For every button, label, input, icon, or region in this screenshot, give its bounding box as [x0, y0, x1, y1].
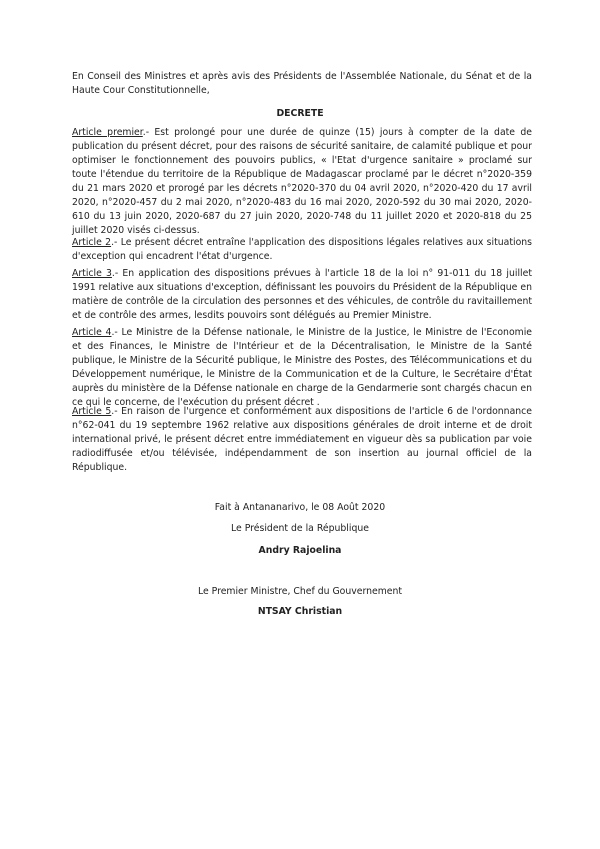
article-5-label: Article 5 [72, 406, 112, 417]
place-date: Fait à Antananarivo, le 08 Août 2020 [214, 502, 386, 513]
article-4 [72, 326, 532, 410]
article-1-text: .- Est prolongé pour une durée de quinze (15) jours à compter de la date de publication du présent décret, pour des raisons de sécurité sanitaire, de calamité publique et pour optimiser le fonctionnement des pouvoirs publics, « l'Etat d'urgence sanitaire » proclamé sur toute l'étendue du territoire de la République de Madagascar proclamé par le décret n°2020-359 du 21 mars 2020 et prorogé par les décrets n°2020-370 du 04 avril 2020, n°2020-420 du 17 avril 2020, n°2020-457 du 2 mai 2020, n°2020-483 du 16 mai 2020, 2020-592 du 30 mai 2020, 2020-610 du 13 juin 2020, 2020-687 du 27 juin 2020, 2020-748 du 11 juillet 2020 et 2020-818 du 25 juillet 2020 visés ci-dessus. [72, 127, 532, 236]
prime-minister-name: NTSAY Christian [257, 606, 343, 617]
article-5 [72, 405, 532, 475]
article-3 [72, 267, 532, 323]
president-title: Le Président de la République [231, 523, 369, 534]
article-4-label: Article 4 [72, 327, 112, 338]
decree-heading: DECRETE [276, 108, 324, 119]
article-2-text: .- Le présent décret entraîne l'application des dispositions légales relatives aux situations d'exception qui encadrent l'état d'urgence. [72, 237, 532, 262]
article-5-text: .- En raison de l'urgence et conformément aux dispositions de l'article 6 de l'ordonnance n°62-041 du 19 septembre 1962 relative aux dispositions générales de droit interne et de droit international privé, le présent décret entre immédiatement en vigueur dès sa publication par voie radiodiffusée et/ou télévisée, indépendamment de son insertion au journal officiel de la République. [72, 406, 532, 473]
article-1 [72, 126, 532, 238]
article-1-label: Article premier [72, 127, 143, 138]
article-3-label: Article 3 [72, 268, 112, 279]
article-2 [72, 236, 532, 264]
prime-minister-title: Le Premier Ministre, Chef du Gouvernement [197, 586, 403, 597]
president-name: Andry Rajoelina [258, 545, 342, 556]
article-2-label: Article 2 [72, 237, 112, 248]
preamble: En Conseil des Ministres et après avis des Présidents de l'Assemblée Nationale, du Sénat et de la Haute Cour Constitutionnelle, [72, 71, 532, 96]
article-4-text: .- Le Ministre de la Défense nationale, le Ministre de la Justice, le Ministre de l'Economie et des Finances, le Ministre de l'Intérieur et de la Décentralisation, le Ministre de la Santé publique, le Ministre de la Sécurité publique, le Ministre des Postes, des Télécommunications et du Développement numérique, le Ministre de la Communication et de la Culture, le Secrétaire d'État auprès du ministère de la Défense nationale en charge de la Gendarmerie sont chargés chacun en ce qui le concerne, de l'exécution du présent décret . [72, 327, 532, 408]
article-3-text: .- En application des dispositions prévues à l'article 18 de la loi n° 91-011 du 18 juillet 1991 relative aux situations d'exception, définissant les pouvoirs du Président de la République en matière de contrôle de la circulation des personnes et des véhicules, de contrôle du ravitaillement et de contrôle des armes, lesdits pouvoirs sont délégués au Premier Ministre. [72, 268, 532, 321]
